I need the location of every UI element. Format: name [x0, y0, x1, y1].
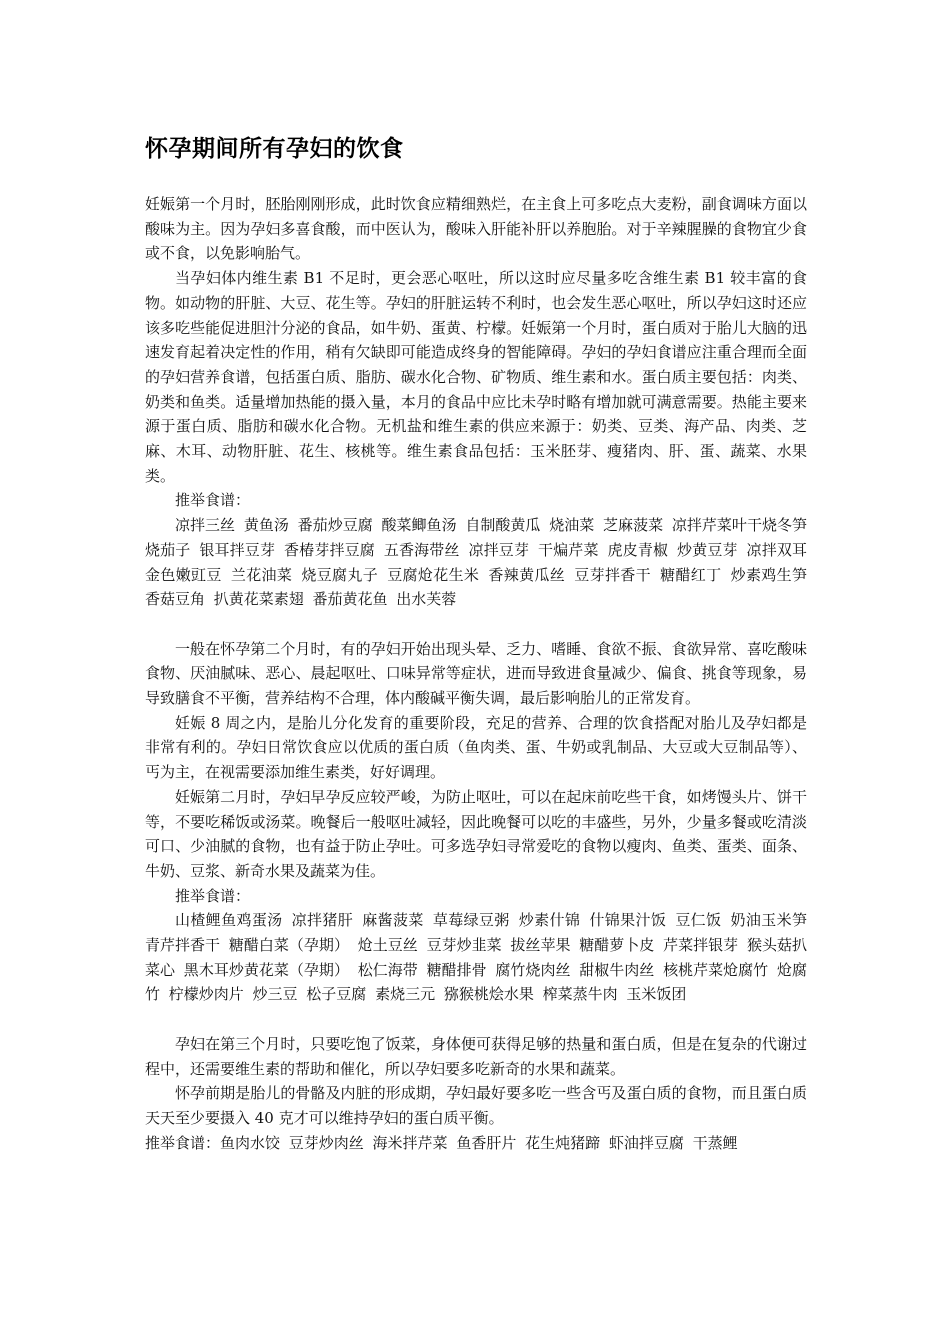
recipe-label-month1: 推举食谱： — [175, 491, 251, 510]
recipe-list-month2: 山楂鲤鱼鸡蛋汤 凉拌猪肝 麻酱菠菜 草莓绿豆粥 炒素什锦 什锦果汁饭 豆仁饭 奶油玉米笋 青芹拌香干 糖醋白菜（孕期） 炝土豆丝 豆芽炒韭菜 拔丝苹果 糖醋萝卜皮 芹菜拌银芽 猴头菇扒菜心 黑木耳炒黄花菜（孕期） 松仁海带 糖醋排骨 腐竹烧肉丝 甜椒牛肉丝 核桃芹菜炝腐竹 炝腐竹 柠檬炒肉片 炒三豆 松子豆腐 素烧三元 猕猴桃烩水果 榨菜蒸牛肉 玉米饭团 — [145, 911, 807, 1004]
recipe-line-month3 — [145, 1131, 807, 1156]
paragraph-month2-diet: 妊娠第二月时，孕妇早孕反应较严峻，为防止呕吐，可以在起床前吃些干食，如烤馒头片、饼干等，不要吃稀饭或汤菜。晚餐后一般呕吐减轻，因此晚餐可以吃的丰盛些，另外，少量多餐或吃清淡可口、少油腻的食物，也有益于防止孕吐。可多选孕妇寻常爱吃的食物以瘦肉、鱼类、蛋类、面条、牛奶、豆浆、新奇水果及蔬菜为佳。 — [145, 787, 807, 880]
paragraph-month3-protein: 怀孕前期是胎儿的骨骼及内脏的形成期，孕妇最好要多吃一些含丐及蛋白质的食物，而且蛋白质天天至少要摄入 40 克才可以维持孕妇的蛋白质平衡。 — [145, 1084, 807, 1127]
paragraph-month1-nutrition: 当孕妇体内维生素 B1 不足时，更会恶心呕吐，所以这时应尽量多吃含维生素 B1 较丰富的食物。如动物的肝脏、大豆、花生等。孕妇的肝脏运转不利时，也会发生恶心呕吐，所以孕妇这时还应该多吃些能促进胆汁分泌的食品，如牛奶、蛋黄、柠檬。妊娠第一个月时，蛋白质对于胎儿大脑的迅速发育起着决定性的作用，稍有欠缺即可能造成终身的智能障碍。孕妇的孕妇食谱应注重合理而全面的孕妇营养食谱，包括蛋白质、脂肪、碳水化合物、矿物质、维生素和水。蛋白质主要包括：肉类、奶类和鱼类。适量增加热能的摄入量，本月的食品中应比未孕时略有增加就可满意需要。热能主要来源于蛋白质、脂肪和碳水化合物。无机盐和维生素的供应来源于：奶类、豆类、海产品、肉类、芝麻、木耳、动物肝脏、花生、核桃等。维生素食品包括：玉米胚芽、瘦猪肉、肝、蛋、蔬菜、水果类。 — [145, 269, 807, 485]
recipe-list-month1: 凉拌三丝 黄鱼汤 番茄炒豆腐 酸菜鲫鱼汤 自制酸黄瓜 烧油菜 芝麻菠菜 凉拌芹菜叶干烧冬笋 烧茄子 银耳拌豆芽 香椿芽拌豆腐 五香海带丝 凉拌豆芽 干煸芹菜 虎皮青椒 炒黄豆芽 凉拌双耳 金色嫩豇豆 兰花油菜 烧豆腐丸子 豆腐炝花生米 香辣黄瓜丝 豆芽拌香干 糖醋红丁 炒素鸡生笋 香菇豆角 扒黄花菜素翅 番茄黄花鱼 出水芙蓉 — [145, 516, 807, 609]
paragraph-month3-intro: 孕妇在第三个月时，只要吃饱了饭菜，身体便可获得足够的热量和蛋白质，但是在复杂的代谢过程中，还需要维生素的帮助和催化，所以孕妇要多吃新奇的水果和蔬菜。 — [145, 1034, 807, 1078]
recipe-list-month3: 鱼肉水饺 豆芽炒肉丝 海米拌芹菜 鱼香肝片 花生炖猪蹄 虾油拌豆腐 干蒸鲤 — [220, 1133, 738, 1152]
recipe-label-month3: 推举食谱： — [145, 1133, 221, 1152]
paragraph-month1-intro: 妊娠第一个月时，胚胎刚刚形成，此时饮食应精细熟烂，在主食上可多吃点大麦粉，副食调味方面以酸味为主。因为孕妇多喜食酸，而中医认为，酸味入肝能补肝以养胞胎。对于辛辣腥臊的食物宜少食或不食，以免影响胎气。 — [145, 195, 807, 263]
section-spacer — [145, 612, 807, 637]
recipe-label-month2: 推举食谱： — [175, 886, 251, 905]
paragraph-month2-symptoms: 一般在怀孕第二个月时，有的孕妇开始出现头晕、乏力、嗜睡、食欲不振、食欲异常、喜吃酸味食物、厌油腻味、恶心、晨起呕吐、口味异常等症状，进而导致进食量减少、偏食、挑食等现象，易导致膳食不平衡，营养结构不合理，体内酸碱平衡失调，最后影响胎儿的正常发育。 — [145, 639, 807, 708]
section-spacer — [145, 1007, 807, 1032]
paragraph-month2-weeks: 妊娠 8 周之内，是胎儿分化发育的重要阶段，充足的营养、合理的饮食搭配对胎儿及孕妇都是非常有利的。孕妇日常饮食应以优质的蛋白质（鱼肉类、蛋、牛奶或乳制品、大豆或大豆制品等）、丐为主，在视需要添加维生素类，好好调理。 — [145, 713, 807, 782]
document-title: 怀孕期间所有孕妇的饮食 — [145, 136, 404, 162]
document-body — [145, 192, 807, 1155]
